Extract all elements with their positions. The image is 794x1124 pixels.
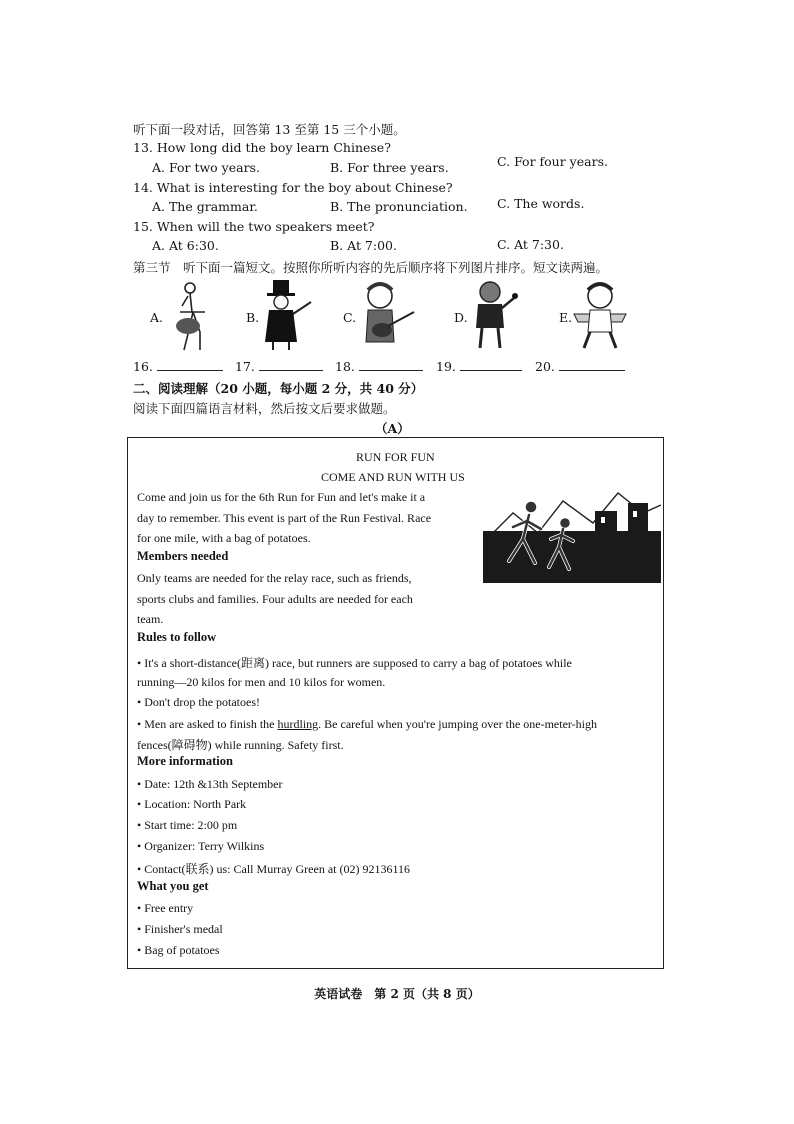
run-for-fun-notice xyxy=(127,437,664,969)
rule-1-line-1: • It's a short-distance(距离) race, but runners are supposed to carry a bag of potatoes while xyxy=(137,656,572,670)
reading-instruction: 阅读下面四篇语言材料，然后按文后要求做题。 xyxy=(133,401,396,416)
members-line-2: sports clubs and families. Four adults are needed for each xyxy=(137,592,413,606)
get-heading: What you get xyxy=(137,879,209,893)
picture-label-a: A. xyxy=(150,310,164,325)
blank-19-line xyxy=(460,358,522,371)
info-start-time: • Start time: 2:00 pm xyxy=(137,818,238,832)
info-location: • Location: North Park xyxy=(137,797,247,811)
get-bag-of-potatoes: • Bag of potatoes xyxy=(137,943,220,957)
blank-18[interactable] xyxy=(335,358,423,374)
info-contact: • Contact(联系) us: Call Murray Green at (02) 92136116 xyxy=(137,862,411,876)
hurdling-word: hurdling xyxy=(277,717,319,731)
blank-20[interactable] xyxy=(535,358,625,374)
guitarist-illustration xyxy=(356,280,446,350)
rule-1-line-2: running—20 kilos for men and 10 kilos for women. xyxy=(137,675,386,689)
blank-18-line xyxy=(359,358,423,371)
blank-19[interactable] xyxy=(436,358,522,374)
notice-title: RUN FOR FUN xyxy=(356,450,435,464)
picture-label-e: E. xyxy=(559,310,573,325)
q15-option-c: C. At 7:30. xyxy=(497,237,564,252)
intro-line-2: day to remember. This event is part of the Run Festival. Race xyxy=(137,511,432,525)
q14-option-a: A. The grammar. xyxy=(152,199,258,214)
rule-3-line-2: fences(障碍物) while running. Safety first. xyxy=(137,738,344,752)
singer-illustration xyxy=(468,278,558,348)
picture-label-d: D. xyxy=(454,310,468,325)
part-label-a: （A） xyxy=(375,421,410,436)
q13-option-c: C. For four years. xyxy=(497,154,608,169)
q14-option-c: C. The words. xyxy=(497,196,585,211)
blank-20-number: 20. xyxy=(535,359,555,374)
rule-2: • Don't drop the potatoes! xyxy=(137,695,261,709)
blank-18-number: 18. xyxy=(335,359,355,374)
q13-option-a: A. For two years. xyxy=(152,160,260,175)
blank-17-number: 17. xyxy=(235,359,255,374)
question-13: 13. How long did the boy learn Chinese? xyxy=(133,140,391,155)
picture-label-b: B. xyxy=(246,310,260,325)
members-heading: Members needed xyxy=(137,549,229,563)
blank-20-line xyxy=(559,358,625,371)
blank-16-number: 16. xyxy=(133,359,153,374)
rule-3-line-1 xyxy=(137,717,597,732)
blank-17[interactable] xyxy=(235,358,323,374)
q15-option-b: B. At 7:00. xyxy=(330,238,397,253)
intro-line-3: for one mile, with a bag of potatoes. xyxy=(137,531,311,545)
intro-line-1: Come and join us for the 6th Run for Fun and let's make it a xyxy=(137,490,426,504)
members-line-3: team. xyxy=(137,612,164,626)
question-14: 14. What is interesting for the boy about Chinese? xyxy=(133,180,453,195)
rules-heading: Rules to follow xyxy=(137,630,217,644)
info-heading: More information xyxy=(137,754,233,768)
runners-illustration xyxy=(483,483,661,583)
info-organizer: • Organizer: Terry Wilkins xyxy=(137,839,265,853)
rule-3-post: . Be careful when you're jumping over the one-meter-high xyxy=(318,717,597,731)
rule-3-pre: • Men are asked to finish the xyxy=(137,717,278,731)
page-footer: 英语试卷 第 2 页（共 8 页） xyxy=(314,987,480,1001)
get-free-entry: • Free entry xyxy=(137,901,194,915)
blank-16[interactable] xyxy=(133,358,223,374)
blank-19-number: 19. xyxy=(436,359,456,374)
kung-fu-kid-illustration xyxy=(570,280,660,350)
section-3-instruction: 第三节 听下面一篇短文。按照你所听内容的先后顺序将下列图片排序。短文读两遍。 xyxy=(133,260,609,275)
reading-heading: 二、阅读理解（20 小题，每小题 2 分，共 40 分） xyxy=(133,381,424,396)
info-date: • Date: 12th &13th September xyxy=(137,777,283,791)
listening-intro: 听下面一段对话，回答第 13 至第 15 三个小题。 xyxy=(133,122,406,137)
breakdancer-illustration xyxy=(160,282,250,352)
q13-option-b: B. For three years. xyxy=(330,160,449,175)
blank-16-line xyxy=(157,358,223,371)
picture-label-c: C. xyxy=(343,310,357,325)
members-line-1: Only teams are needed for the relay race, such as friends, xyxy=(137,571,412,585)
magician-illustration xyxy=(255,280,345,350)
q15-option-a: A. At 6:30. xyxy=(152,238,219,253)
blank-17-line xyxy=(259,358,323,371)
get-finisher-medal: • Finisher's medal xyxy=(137,922,223,936)
q14-option-b: B. The pronunciation. xyxy=(330,199,468,214)
question-15: 15. When will the two speakers meet? xyxy=(133,219,375,234)
notice-subtitle: COME AND RUN WITH US xyxy=(321,470,465,484)
